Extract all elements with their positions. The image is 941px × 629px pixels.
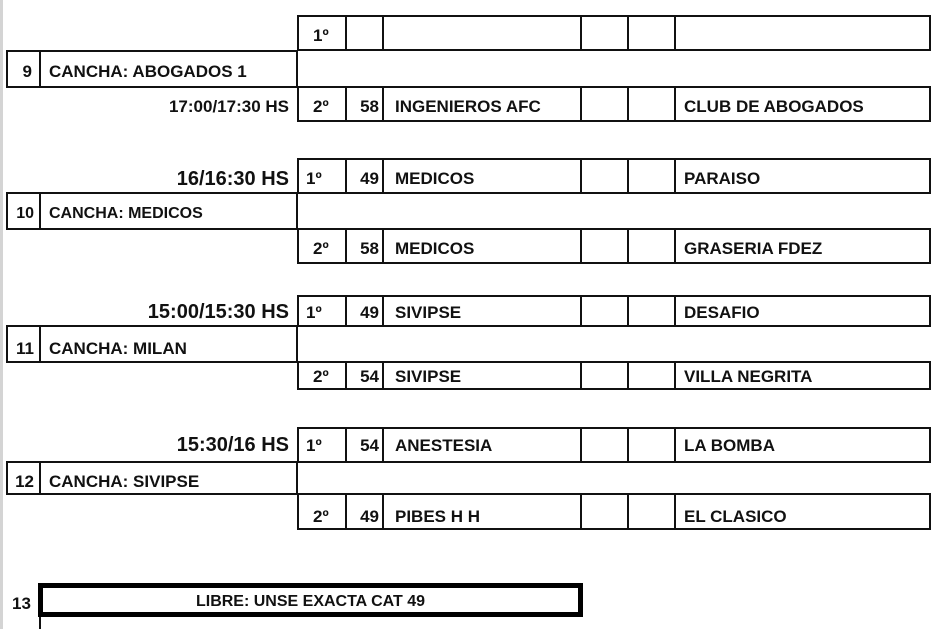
away-team: CLUB DE ABOGADOS: [684, 97, 864, 116]
match-category: 49: [360, 303, 379, 322]
match-category: 54: [360, 367, 379, 386]
match-category: 49: [360, 507, 379, 526]
away-team: VILLA NEGRITA: [684, 367, 813, 386]
match-time: 17:00/17:30 HS: [168, 97, 289, 116]
away-team: GRASERIA FDEZ: [684, 239, 823, 258]
match-round: 2º: [313, 507, 329, 526]
match-round: 2º: [313, 367, 329, 386]
match-time: 15:30/16 HS: [176, 434, 289, 456]
home-team: INGENIEROS AFC: [395, 97, 541, 116]
cancha-label: CANCHA: MILAN: [49, 339, 187, 358]
match-round: 1º: [313, 26, 329, 45]
match-category: 49: [360, 169, 379, 188]
cancha-label: CANCHA: SIVIPSE: [49, 472, 200, 491]
match-row: [297, 427, 931, 463]
block-number: 13: [12, 594, 31, 613]
home-team: MEDICOS: [395, 169, 475, 188]
match-time: 15:00/15:30 HS: [147, 301, 289, 323]
away-team: DESAFIO: [684, 303, 760, 322]
home-team: PIBES H H: [395, 507, 481, 526]
match-row: [297, 158, 931, 194]
block-number: 9: [22, 62, 32, 81]
away-team: EL CLASICO: [684, 507, 787, 526]
match-category: 58: [360, 239, 379, 258]
block-number: 11: [16, 339, 34, 358]
match-round: 1º: [306, 436, 322, 455]
home-team: SIVIPSE: [395, 303, 462, 322]
block-number: 10: [16, 205, 34, 222]
match-row: [297, 361, 931, 390]
match-category: 54: [360, 436, 379, 455]
match-round: 2º: [313, 239, 329, 258]
home-team: ANESTESIA: [395, 436, 493, 455]
cancha-label: CANCHA: MEDICOS: [49, 205, 203, 222]
block-number: 12: [15, 472, 34, 491]
home-team: SIVIPSE: [395, 367, 462, 386]
match-row: [297, 15, 931, 51]
match-category: 58: [360, 97, 379, 116]
match-round: 1º: [306, 303, 322, 322]
away-team: PARAISO: [684, 169, 761, 188]
spreadsheet-gridline: [0, 0, 3, 629]
libre-label: LIBRE: UNSE EXACTA CAT 49: [195, 593, 426, 610]
match-row: [297, 228, 931, 264]
match-row: [297, 493, 931, 530]
match-round: 2º: [313, 97, 329, 116]
away-team: LA BOMBA: [684, 436, 775, 455]
match-round: 1º: [306, 169, 322, 188]
match-row: [297, 295, 931, 327]
match-time: 16/16:30 HS: [176, 168, 289, 190]
cancha-label: CANCHA: ABOGADOS 1: [49, 62, 247, 81]
home-team: MEDICOS: [395, 239, 475, 258]
